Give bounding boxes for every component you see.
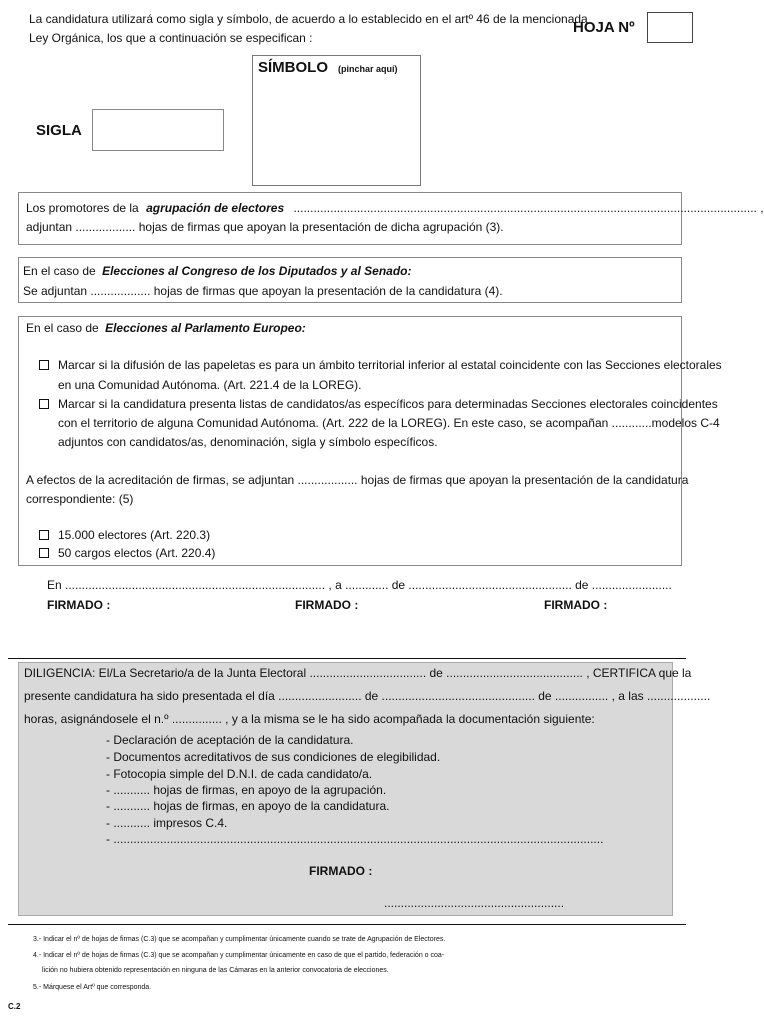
promotores-section — [18, 192, 764, 245]
europeo-section — [18, 316, 722, 566]
acreditacion-line-1: A efectos de la acreditación de firmas, se adjuntan .................. hojas de firmas que apoyan la presentación de la candidatura — [26, 473, 689, 487]
diligencia-line-1: DILIGENCIA: El/La Secretario/a de la Junta Electoral ................................... de ......................................... , CERTIFICA que la — [24, 666, 692, 680]
checkbox-ambito-territorial[interactable] — [39, 360, 49, 370]
acreditacion-line-2: correspondiente: (5) — [26, 492, 134, 506]
opt4-label: 50 cargos electos (Art. 220.4) — [58, 546, 216, 560]
firmado-1: FIRMADO : — [47, 598, 111, 612]
promotores-line-2: adjuntan .................. hojas de firmas que apoyan la presentación de dicha agrupación (3). — [26, 220, 504, 234]
promotores-line-1: Los promotores de la agrupación de electores ........................................................................................................................................... , — [26, 201, 764, 215]
promotores-emph: agrupación de electores — [146, 201, 285, 215]
form-code: C.2 — [8, 1002, 21, 1011]
opt1-line-2: en una Comunidad Autónoma. (Art. 221.4 de la LOREG). — [58, 378, 362, 392]
promotores-dots: ........................................................................................................................................... — [293, 201, 757, 215]
diligencia-firmado: FIRMADO : — [309, 864, 373, 878]
footnote-5: 5.- Márquese el Artº que corresponda. — [33, 984, 152, 991]
europeo-prefix: En el caso de — [26, 321, 99, 335]
intro-line-1: La candidatura utilizará como sigla y símbolo, de acuerdo a lo establecido en el artº 46 de la mencionada — [29, 12, 588, 26]
doc-item: - ........... hojas de firmas, en apoyo de la candidatura. — [106, 799, 390, 813]
opt2-line-1: Marcar si la candidatura presenta listas de candidatos/as específicos para determinadas Secciones electorales coincidentes — [58, 397, 718, 411]
congreso-line-1 — [23, 264, 411, 278]
firmado-2: FIRMADO : — [295, 598, 359, 612]
checkbox-listas-especificas[interactable] — [39, 399, 49, 409]
congreso-line-2: Se adjuntan .................. hojas de firmas que apoyan la presentación de la candidatura (4). — [23, 284, 503, 298]
simbolo-box[interactable] — [252, 55, 421, 186]
footnote-4-line-2: lición no hubiera obtenido representación en ninguna de las Cámaras en la anterior convocatoria de elecciones. — [42, 967, 389, 974]
simbolo-hint[interactable]: (pinchar aquí) — [338, 64, 398, 74]
doc-item: - Fotocopia simple del D.N.I. de cada candidato/a. — [106, 767, 373, 781]
divider-bottom — [8, 924, 686, 925]
congreso-emph: Elecciones al Congreso de los Diputados y al Senado: — [102, 264, 412, 278]
lugar-fecha-line: En .............................................................................. , a ............. de ................................................. de ........................ — [47, 578, 672, 592]
doc-item: - ........... hojas de firmas, en apoyo de la agrupación. — [106, 783, 387, 797]
opt1-line-1: Marcar si la difusión de las papeletas es para un ámbito territorial inferior al estatal coincidente con las Secciones electorales — [58, 358, 722, 372]
checkbox-15000-electores[interactable] — [39, 530, 49, 540]
diligencia-section — [18, 662, 711, 916]
hoja-number-field[interactable] — [647, 12, 693, 43]
doc-item: - Declaración de aceptación de la candidatura. — [106, 733, 354, 747]
sigla-field[interactable] — [92, 109, 224, 151]
doc-item: - ................................................................................................................................................... — [106, 832, 604, 846]
europeo-line-1 — [26, 321, 306, 335]
congreso-section — [18, 257, 682, 303]
hoja-label: HOJA Nº — [573, 19, 635, 36]
diligencia-line-2: presente candidatura ha sido presentada el día ......................... de .............................................. de ................ , a las ................... — [24, 689, 711, 703]
europeo-emph: Elecciones al Parlamento Europeo: — [105, 321, 306, 335]
diligencia-line-3: horas, asignándosele el n.º ............... , y a la misma se le ha sido acompañada la documentación siguiente: — [24, 712, 595, 726]
diligencia-signature-line: ...................................................... — [384, 896, 565, 910]
opt2-line-2: con el territorio de alguna Comunidad Autónoma. (Art. 222 de la LOREG). En este caso, se acompañan ............modelos C-4 — [58, 416, 720, 430]
checkbox-50-cargos[interactable] — [39, 548, 49, 558]
opt2-line-3: adjuntos con candidatos/as, denominación, sigla y símbolo específicos. — [58, 435, 438, 449]
doc-item: - ........... impresos C.4. — [106, 816, 228, 830]
divider-top — [8, 658, 686, 659]
firmado-3: FIRMADO : — [544, 598, 608, 612]
footnote-4-line-1: 4.- Indicar el nº de hojas de firmas (C.3) que se acompañan y cumplimentar únicamente en caso de que el partido, federación o coa- — [33, 952, 445, 959]
intro-line-2: Ley Orgánica, los que a continuación se especifican : — [29, 31, 313, 45]
opt3-label: 15.000 electores (Art. 220.3) — [58, 528, 211, 542]
sigla-label: SIGLA — [36, 122, 82, 139]
promotores-prefix: Los promotores de la — [26, 201, 139, 215]
footnote-3: 3.- Indicar el nº de hojas de firmas (C.3) que se acompañan y cumplimentar únicamente cuando se trate de Agrupación de Electores. — [33, 936, 446, 943]
simbolo-label: SÍMBOLO — [258, 59, 328, 76]
congreso-prefix: En el caso de — [23, 264, 96, 278]
doc-item: - Documentos acreditativos de sus condiciones de elegibilidad. — [106, 750, 441, 764]
